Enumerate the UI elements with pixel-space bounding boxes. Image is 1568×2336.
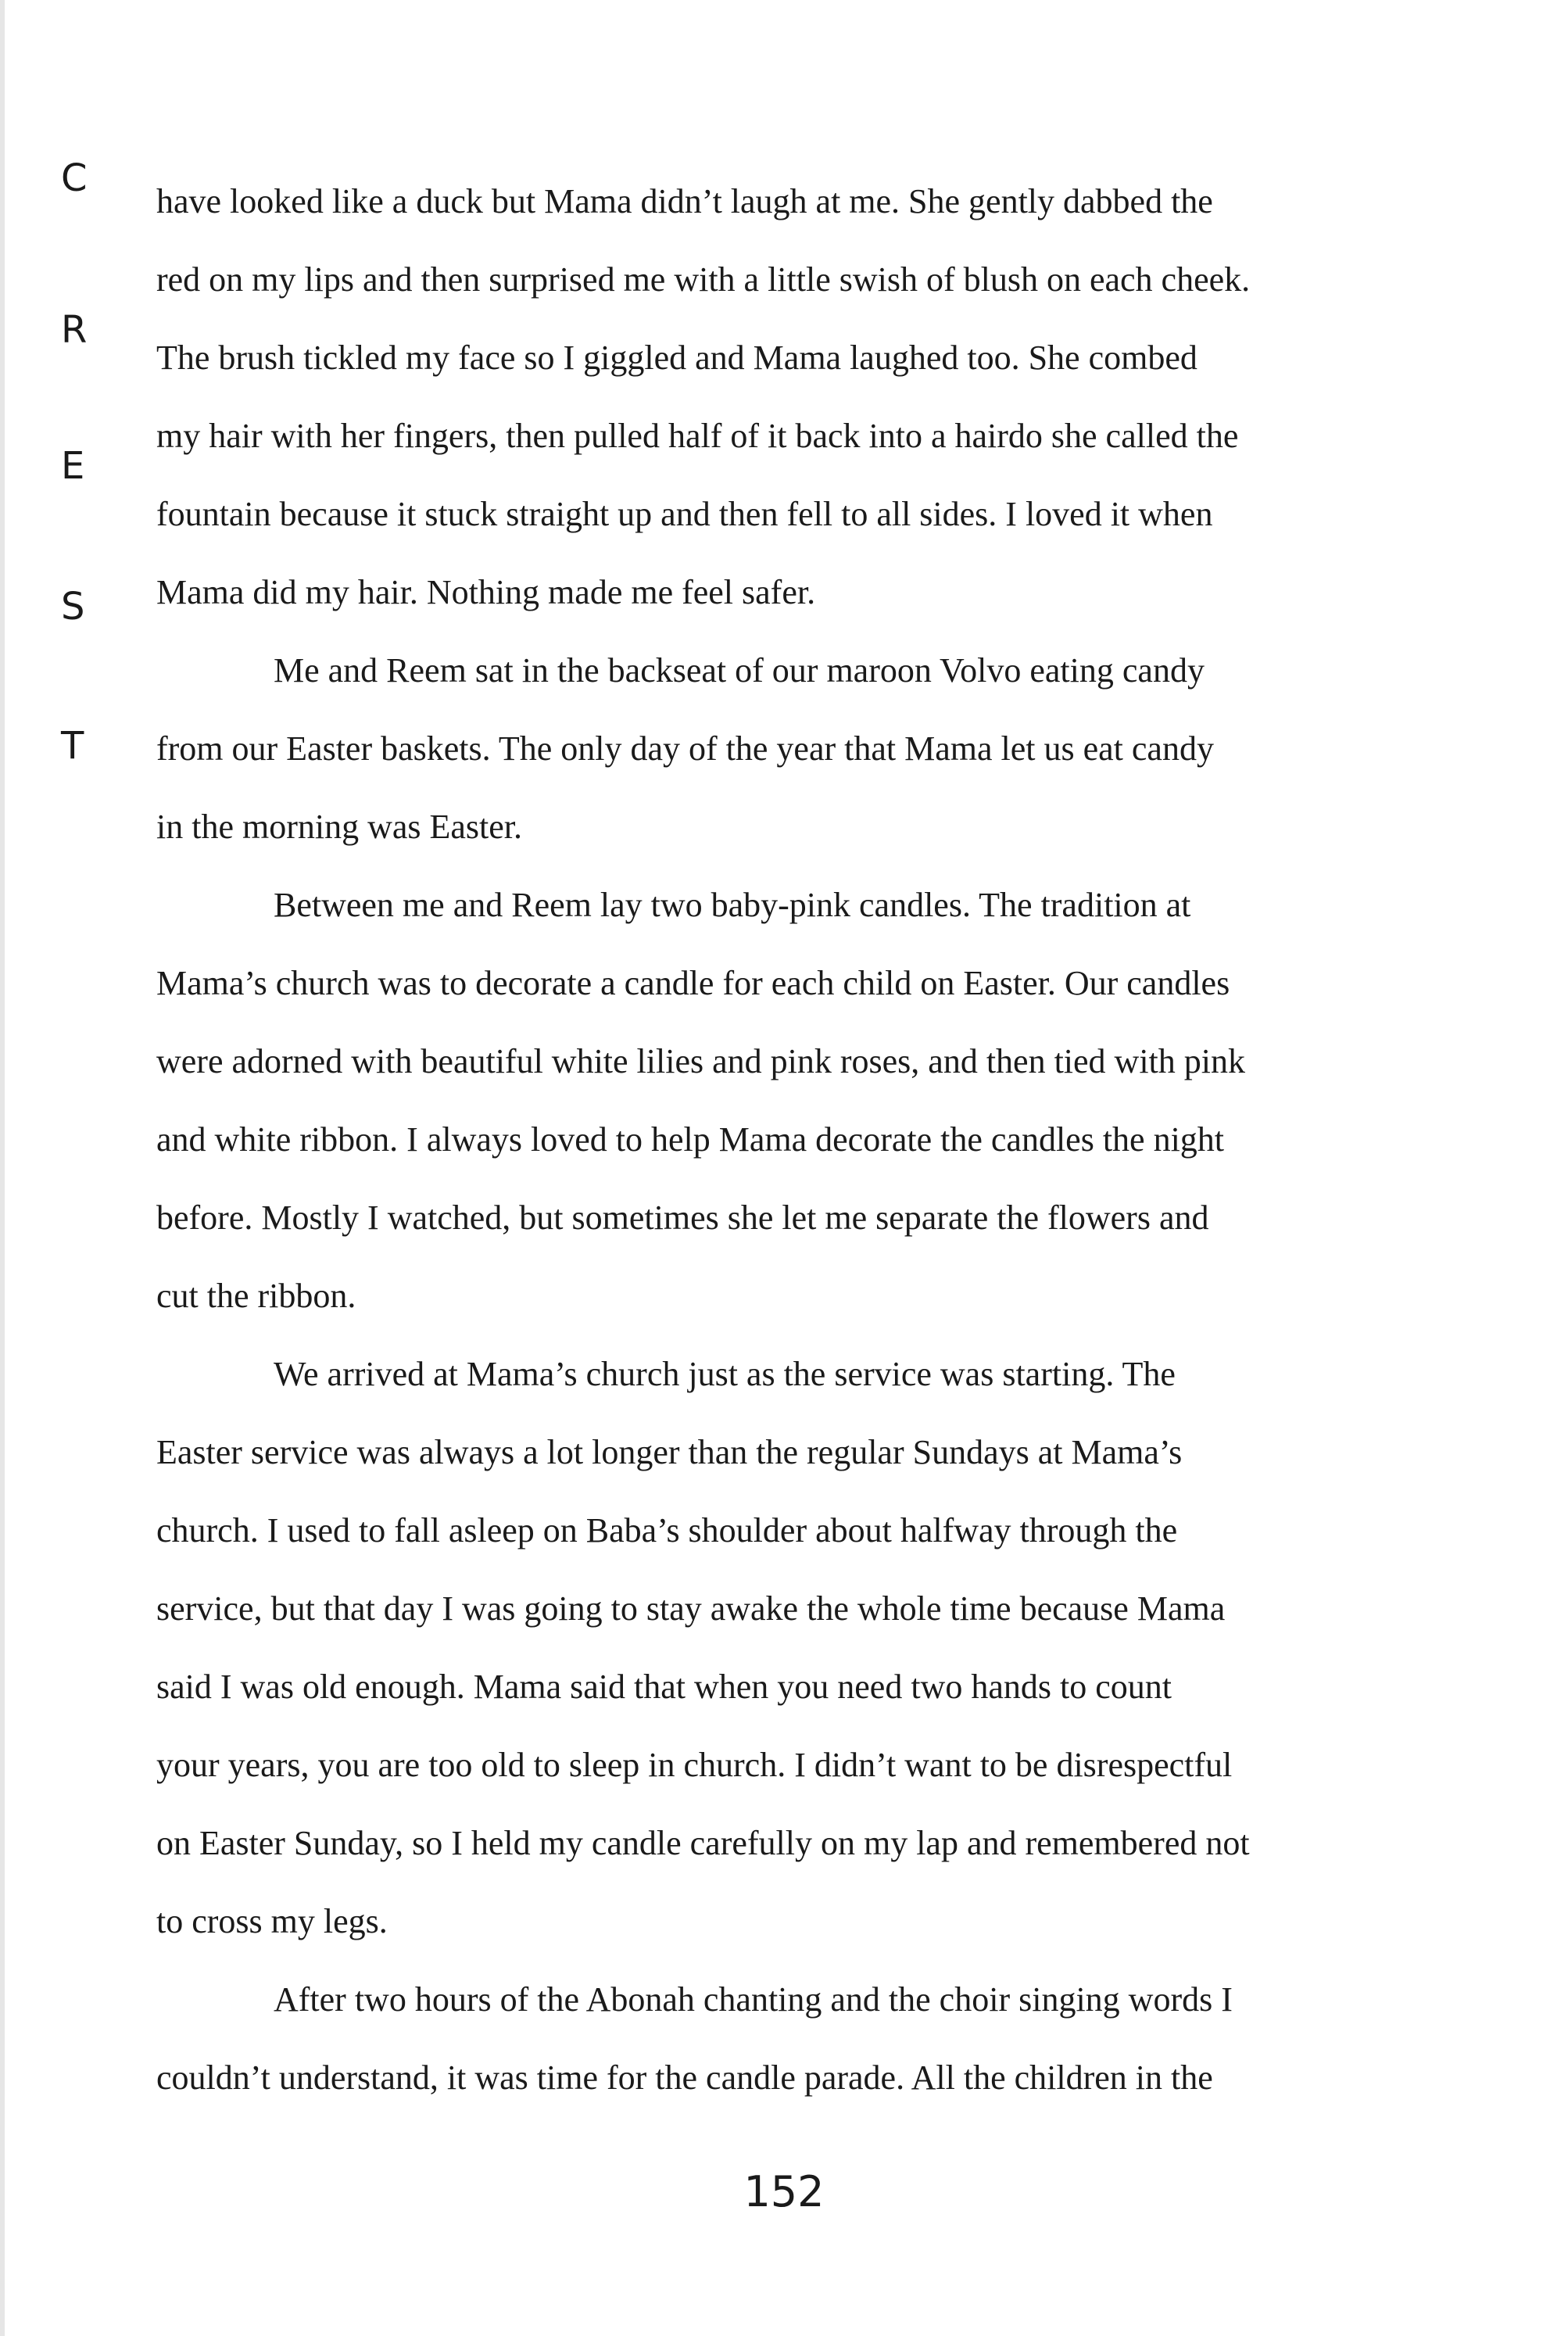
text-line: to cross my legs. (156, 1902, 388, 1940)
text-line: fountain because it stuck straight up and then fell to all sides. I loved it when (156, 495, 1213, 533)
body-text (156, 163, 1470, 2117)
side-letter-t: T (61, 724, 84, 768)
text-line: your years, you are too old to sleep in church. I didn’t want to be disrespectful (156, 1746, 1233, 1784)
page-number: 152 (743, 2167, 825, 2216)
text-line: were adorned with beautiful white lilies and pink roses, and then tied with pink (156, 1042, 1246, 1080)
text-line: cut the ribbon. (156, 1277, 356, 1315)
text-line: The brush tickled my face so I giggled and Mama laughed too. She combed (156, 339, 1197, 377)
side-letter-c: C (61, 156, 88, 200)
paragraph-first-line: After two hours of the Abonah chanting and the choir singing words I (274, 1980, 1233, 2019)
page-edge (0, 0, 5, 2336)
text-line: red on my lips and then surprised me with a little swish of blush on each cheek. (156, 260, 1251, 299)
paragraph-first-line: We arrived at Mama’s church just as the service was starting. The (274, 1355, 1176, 1393)
text-line: couldn’t understand, it was time for the candle parade. All the children in the (156, 2058, 1213, 2097)
side-letter-s: S (61, 585, 85, 629)
text-line: said I was old enough. Mama said that when you need two hands to count (156, 1668, 1172, 1706)
text-line: before. Mostly I watched, but sometimes she let me separate the flowers and (156, 1198, 1209, 1237)
side-letter-r: R (61, 308, 88, 352)
text-line: have looked like a duck but Mama didn’t laugh at me. She gently dabbed the (156, 182, 1213, 220)
text-line: Mama did my hair. Nothing made me feel safer. (156, 573, 816, 611)
text-line: church. I used to fall asleep on Baba’s shoulder about halfway through the (156, 1511, 1178, 1550)
text-line: my hair with her fingers, then pulled half of it back into a hairdo she called the (156, 417, 1239, 455)
paragraph-first-line: Me and Reem sat in the backseat of our maroon Volvo eating candy (274, 651, 1205, 690)
text-line: service, but that day I was going to stay awake the whole time because Mama (156, 1589, 1226, 1628)
text-line: Mama’s church was to decorate a candle for each child on Easter. Our candles (156, 964, 1230, 1002)
text-line: from our Easter baskets. The only day of the year that Mama let us eat candy (156, 729, 1214, 768)
paragraph-first-line: Between me and Reem lay two baby-pink candles. The tradition at (274, 886, 1191, 924)
text-line: in the morning was Easter. (156, 808, 523, 846)
text-line: on Easter Sunday, so I held my candle carefully on my lap and remembered not (156, 1824, 1250, 1862)
side-letter-e: E (61, 444, 85, 488)
text-line: Easter service was always a lot longer than the regular Sundays at Mama’s (156, 1433, 1183, 1471)
text-line: and white ribbon. I always loved to help Mama decorate the candles the night (156, 1120, 1225, 1159)
